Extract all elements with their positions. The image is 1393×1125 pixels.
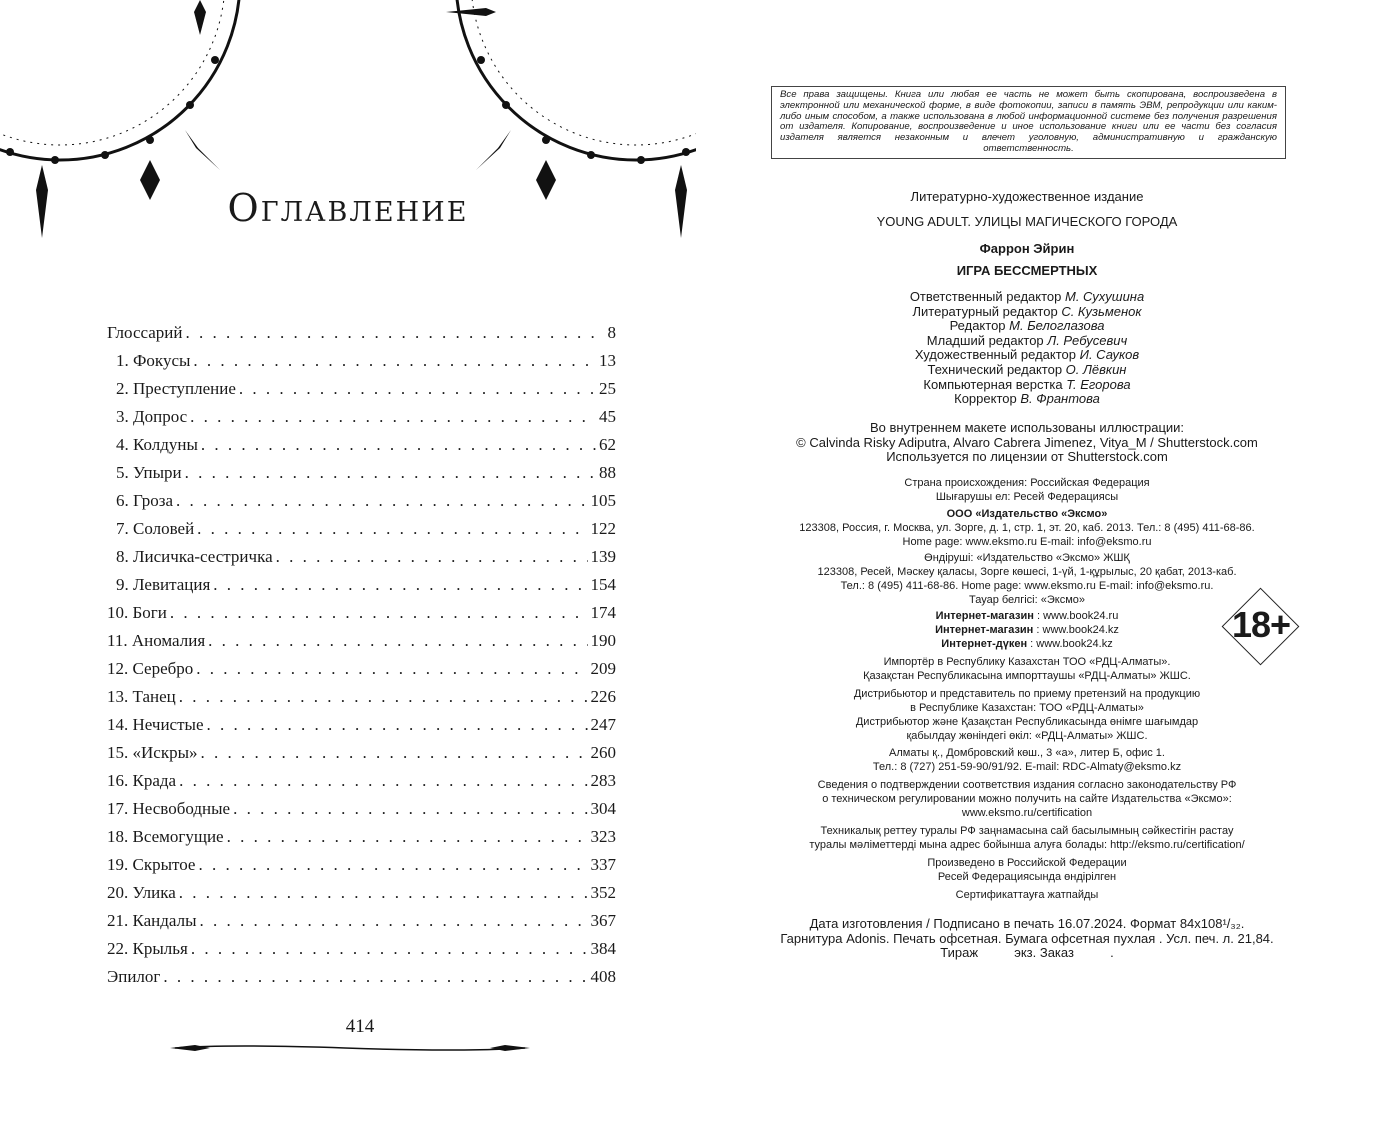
credit-role: Художественный редактор [914, 347, 1077, 363]
credit-line [696, 348, 1358, 363]
dot-leader [239, 379, 596, 399]
toc-entry-label: 20. Улика [107, 883, 176, 902]
age-rating-badge [1222, 588, 1300, 666]
toc-entry-label: 17. Несвободные [107, 799, 231, 818]
toc-entry-label: 7. Соловей [116, 519, 195, 538]
page-number: 414 [345, 1016, 375, 1037]
toc-entry[interactable] [107, 463, 616, 491]
shop-url[interactable]: : www.book24.ru [1033, 610, 1119, 622]
toc-entry-page: 154 [590, 575, 616, 594]
table-of-contents [107, 323, 616, 995]
certification-line: Сведения о подтверждении соответствия издания согласно законодательству РФ [817, 779, 1237, 791]
toc-entry[interactable] [107, 631, 616, 659]
dot-leader [179, 687, 588, 707]
credit-name: М. Белоглазова [1009, 318, 1105, 334]
illustrations-credit [696, 421, 1358, 465]
dot-leader [207, 715, 588, 735]
toc-entry-label: Эпилог [107, 967, 161, 986]
toc-entry[interactable] [107, 827, 616, 855]
toc-entry-page: 323 [590, 827, 616, 846]
toc-entry-page: 13 [599, 351, 616, 370]
print-info-line: Дата изготовления / Подписано в печать 16.07.2024. Формат 84x108¹/₃₂. [809, 916, 1245, 931]
credit-role: Корректор [954, 391, 1017, 407]
distributor-line: в Республике Казахстан: ТОО «РДЦ-Алматы» [910, 702, 1144, 714]
toc-entry-page: 352 [590, 883, 616, 902]
toc-entry[interactable] [107, 687, 616, 715]
toc-entry-label: 13. Танец [107, 687, 176, 706]
credit-line [696, 305, 1358, 320]
credit-name: И. Сауков [1079, 347, 1140, 363]
dot-leader [208, 631, 587, 651]
toc-entry-label: 19. Скрытое [107, 855, 196, 874]
dot-leader [179, 883, 588, 903]
toc-entry-page: 408 [590, 967, 616, 986]
dot-leader [201, 435, 596, 455]
credit-line [696, 290, 1358, 305]
toc-entry[interactable] [107, 575, 616, 603]
certification-line: о техническом регулировании можно получить на сайте Издательства «Эксмо»: [822, 793, 1232, 805]
toc-entry-page: 25 [599, 379, 616, 398]
toc-entry-label: 9. Левитация [116, 575, 211, 594]
certification-line: Техникалық реттеу туралы РФ заңнамасына сай басылымның сәйкестігін растау [820, 825, 1234, 837]
author: Фаррон Эйрин [979, 241, 1075, 256]
toc-entry-page: 45 [599, 407, 616, 426]
toc-entry-page: 105 [590, 491, 616, 510]
dot-leader [193, 351, 596, 371]
right-page [696, 0, 1393, 1125]
toc-entry[interactable] [107, 883, 616, 911]
credit-name: В. Франтова [1020, 391, 1100, 407]
toc-entry[interactable] [107, 603, 616, 631]
illustrations-line: Используется по лицензии от Shutterstock.com [886, 449, 1168, 465]
origin-line: Страна происхождения: Российская Федерация [904, 477, 1150, 489]
credit-role: Технический редактор [927, 361, 1063, 377]
credit-role: Компьютерная верстка [923, 376, 1063, 392]
produced-line: Произведено в Российской Федерации [927, 857, 1127, 869]
dot-leader [233, 799, 587, 819]
toc-entry[interactable] [107, 407, 616, 435]
toc-entry-page: 122 [590, 519, 616, 538]
toc-entry-label: 5. Упыри [116, 463, 182, 482]
toc-entry[interactable] [107, 659, 616, 687]
toc-entry[interactable] [107, 351, 616, 379]
credit-line [696, 392, 1358, 407]
toc-entry[interactable] [107, 939, 616, 967]
dot-leader [176, 491, 587, 511]
credit-line [696, 363, 1358, 378]
dot-leader [179, 771, 587, 791]
toc-entry-label: 10. Боги [107, 603, 167, 622]
dot-leader [198, 855, 587, 875]
toc-entry-label: Глоссарий [107, 323, 183, 342]
credit-line [696, 319, 1358, 334]
toc-entry-page: 226 [590, 687, 616, 706]
credit-line [696, 378, 1358, 393]
toc-entry-page: 62 [599, 435, 616, 454]
dot-leader [186, 323, 605, 343]
publisher-line: 123308, Ресей, Мәскеу қаласы, Зорге көшесі, 1-үй, 1-құрылыс, 20 қабат, 2013-каб. [817, 566, 1237, 578]
toc-entry-page: 139 [590, 547, 616, 566]
shop-label: Интернет-магазин [935, 610, 1034, 622]
dot-leader [213, 575, 587, 595]
publisher-name: ООО «Издательство «Эксмо» [946, 508, 1108, 520]
address-line: Тел.: 8 (727) 251-59-90/91/92. E-mail: RDC-Almaty@eksmo.kz [872, 761, 1182, 773]
distributor-line: Дистрибьютор и представитель по приему претензий на продукцию [853, 688, 1201, 700]
toc-entry-label: 16. Крада [107, 771, 177, 790]
toc-entry-label: 21. Кандалы [107, 911, 197, 930]
importer-line: Импортёр в Республику Казахстан ТОО «РДЦ-Алматы». [883, 656, 1171, 668]
dot-leader [196, 659, 587, 679]
toc-entry-label: 18. Всемогущие [107, 827, 224, 846]
toc-entry-page: 367 [590, 911, 616, 930]
toc-entry-page: 283 [590, 771, 616, 790]
dot-leader [190, 407, 596, 427]
toc-entry[interactable] [107, 715, 616, 743]
ornamental-divider [170, 1040, 530, 1056]
copyright-notice: Все права защищены. Книга или любая ее часть не может быть скопирована, воспроизведена в электронной или механической форме, в виде фотокопии, записи в память ЭВМ, репродукции или каким-либо иным способом, а также использована в любой информационной системе без получения разрешения от издателя. Копирование, воспроизведение и иное использование книги или ее части без согласия издателя является незаконным и влечет уголовную, административную и гражданскую ответственность. [771, 86, 1286, 159]
toc-entry[interactable] [107, 771, 616, 799]
dot-leader [200, 911, 588, 931]
toc-entry-page: 337 [590, 855, 616, 874]
illustrations-line: Во внутреннем макете использованы иллюстрации: [869, 420, 1185, 435]
age-rating-text: 18+ [1231, 604, 1291, 645]
credit-role: Литературный редактор [912, 303, 1058, 319]
shop-url[interactable]: : www.book24.kz [1027, 638, 1113, 650]
toc-entry[interactable] [107, 379, 616, 407]
credit-name: О. Лёвкин [1065, 361, 1127, 377]
credit-role: Младший редактор [926, 332, 1044, 348]
dot-leader [163, 967, 587, 987]
print-info-line: Тираж экз. Заказ . [940, 945, 1114, 961]
toc-title: Оглавление [227, 186, 469, 230]
certification-line: туралы мәліметтерді мына адрес бойынша алуға болады: http://eksmo.ru/certification/ [809, 839, 1245, 851]
toc-entry-page: 304 [590, 799, 616, 818]
toc-entry[interactable] [107, 491, 616, 519]
toc-entry-label: 15. «Искры» [107, 743, 198, 762]
dot-leader [191, 939, 588, 959]
toc-entry-label: 2. Преступление [116, 379, 236, 398]
toc-entry[interactable] [107, 967, 616, 995]
produced-line: Ресей Федерациясында өндірілген [937, 871, 1117, 883]
illustrations-line: © Calvinda Risky Adiputra, Alvaro Cabrera Jimenez, Vitya_M / Shutterstock.com [796, 434, 1258, 450]
distributor-line: қабылдау жөніндегі өкіл: «РДЦ-Алматы» ЖШС. [906, 730, 1148, 742]
toc-entry[interactable] [107, 799, 616, 827]
dot-leader [227, 827, 588, 847]
dot-leader [197, 519, 587, 539]
toc-entry-page: 209 [590, 659, 616, 678]
credit-name: М. Сухушина [1064, 289, 1145, 304]
toc-entry[interactable] [107, 519, 616, 547]
credit-name: Т. Егорова [1066, 376, 1131, 392]
origin-line: Шығарушы ел: Ресей Федерациясы [935, 491, 1119, 503]
shop-label: Интернет-дүкен [941, 638, 1028, 650]
toc-entry-label: 6. Гроза [116, 491, 174, 510]
publisher-line: 123308, Россия, г. Москва, ул. Зорге, д. 1, стр. 1, эт. 20, каб. 2013. Тел.: 8 (495) 411-68-86. [799, 522, 1255, 534]
toc-entry[interactable] [107, 855, 616, 883]
no-certification: Сертификаттауға жатпайды [955, 889, 1099, 901]
toc-entry[interactable] [107, 547, 616, 575]
credit-role: Ответственный редактор [909, 289, 1062, 304]
toc-entry-page: 247 [590, 715, 616, 734]
shop-url[interactable]: : www.book24.kz [1033, 624, 1119, 636]
toc-entry-page: 384 [590, 939, 616, 958]
toc-entry-label: 4. Колдуны [116, 435, 198, 454]
toc-entry-label: 12. Серебро [107, 659, 194, 678]
publisher-line: Home page: www.eksmo.ru E-mail: info@eksmo.ru [902, 536, 1152, 548]
credit-role: Редактор [949, 318, 1006, 334]
distributor-line: Дистрибьютор және Қазақстан Республикасында өнімге шағымдар [855, 716, 1199, 728]
edition-type: Литературно-художественное издание [910, 189, 1144, 204]
toc-entry[interactable] [107, 323, 616, 351]
toc-entry[interactable] [107, 435, 616, 463]
toc-entry-page: 190 [590, 631, 616, 650]
credit-line [696, 334, 1358, 349]
publisher-line: Тауар белгісі: «Эксмо» [968, 594, 1085, 606]
dot-leader [201, 743, 588, 763]
dot-leader [185, 463, 596, 483]
publisher-line: Тел.: 8 (495) 411-68-86. Home page: www.eksmo.ru E-mail: info@eksmo.ru. [840, 580, 1214, 592]
shop-label: Интернет-магазин [935, 624, 1034, 636]
address-line: Алматы қ., Домбровский көш., 3 «а», литер Б, офис 1. [889, 747, 1165, 759]
credit-name: С. Кузьменок [1061, 303, 1142, 319]
credits [696, 290, 1358, 407]
dot-leader [276, 547, 588, 567]
series-name: YOUNG ADULT. УЛИЦЫ МАГИЧЕСКОГО ГОРОДА [876, 214, 1178, 229]
certification-line: www.eksmo.ru/certification [961, 807, 1093, 819]
book-title: ИГРА БЕССМЕРТНЫХ [956, 263, 1098, 278]
toc-entry[interactable] [107, 911, 616, 939]
toc-entry-label: 22. Крылья [107, 939, 188, 958]
toc-entry-label: 8. Лисичка-сестричка [116, 547, 273, 566]
publisher-line: Өндіруші: «Издательство «Эксмо» ЖШҚ [924, 552, 1130, 564]
dot-leader [170, 603, 588, 623]
toc-entry-page: 260 [590, 743, 616, 762]
origin [696, 476, 1358, 902]
toc-entry-page: 174 [590, 603, 616, 622]
credit-name: Л. Ребусевич [1047, 332, 1128, 348]
left-page [0, 0, 696, 1125]
toc-entry-label: 1. Фокусы [116, 351, 191, 370]
toc-entry-label: 11. Аномалия [107, 631, 206, 650]
toc-entry-label: 14. Нечистые [107, 715, 204, 734]
print-info [696, 917, 1358, 961]
toc-entry[interactable] [107, 743, 616, 771]
toc-entry-page: 88 [599, 463, 616, 482]
toc-entry-label: 3. Допрос [116, 407, 188, 426]
print-info-line: Гарнитура Adonis. Печать офсетная. Бумага офсетная пухлая . Усл. печ. л. 21,84. [780, 930, 1274, 946]
importer-line: Қазақстан Республикасына импорттаушы «РДЦ-Алматы» ЖШС. [863, 670, 1191, 682]
toc-entry-page: 8 [607, 323, 616, 342]
